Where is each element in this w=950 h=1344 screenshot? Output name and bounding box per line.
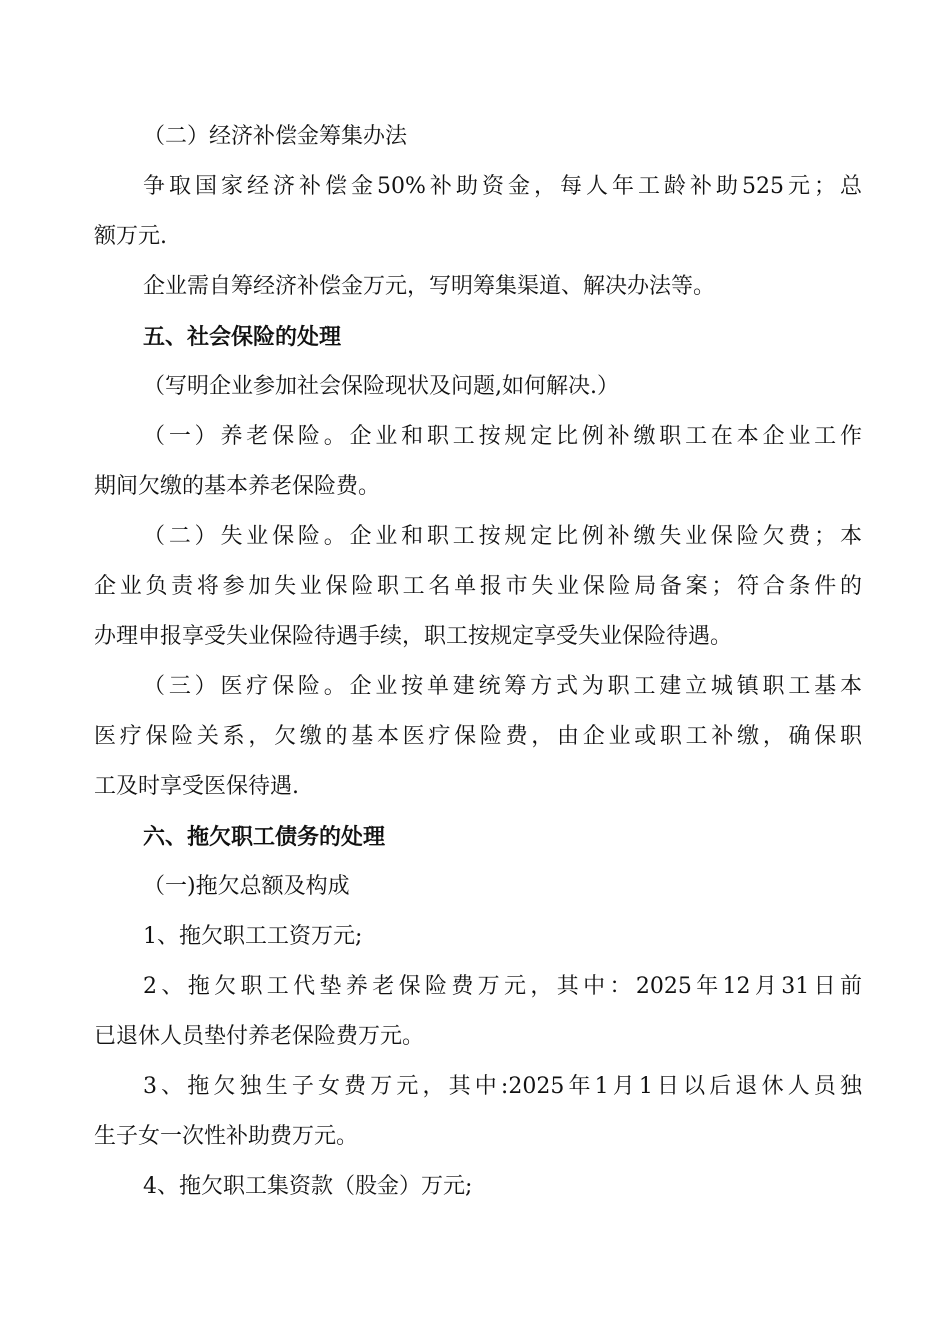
paragraph-line: 生子女一次性补助费万元。 [94, 1124, 359, 1149]
paragraph-line: 办理申报享受失业保险待遇手续，职工按规定享受失业保险待遇。 [94, 624, 733, 649]
subsection-heading-compensation-funding: （二）经济补偿金筹集办法 [143, 124, 408, 149]
paragraph-line: 额万元. [94, 224, 167, 249]
paragraph-line: 医疗保险关系，欠缴的基本医疗保险费，由企业或职工补缴，确保职 [94, 724, 862, 749]
paragraph-line: 工及时享受医保待遇. [94, 774, 299, 799]
list-item: 1、拖欠职工工资万元; [143, 924, 363, 949]
paragraph-line: （三）医疗保险。企业按单建统筹方式为职工建立城镇职工基本 [143, 674, 862, 699]
paragraph-line: 争取国家经济补偿金50%补助资金，每人年工龄补助525元；总 [143, 174, 862, 199]
paragraph-line: （写明企业参加社会保险现状及问题,如何解决.） [143, 374, 619, 399]
paragraph-line: 企业需自筹经济补偿金万元，写明筹集渠道、解决办法等。 [143, 274, 716, 299]
paragraph-line: 期间欠缴的基本养老保险费。 [94, 474, 381, 499]
paragraph-line: 企业负责将参加失业保险职工名单报市失业保险局备案；符合条件的 [94, 574, 862, 599]
paragraph-line: （二）失业保险。企业和职工按规定比例补缴失业保险欠费；本 [143, 524, 862, 549]
list-item: 4、拖欠职工集资款（股金）万元; [143, 1174, 473, 1199]
section-heading-employee-debts: 六、拖欠职工债务的处理 [143, 824, 386, 850]
list-item: 2、拖欠职工代垫养老保险费万元，其中：2025年12月31日前 [143, 974, 862, 999]
paragraph-line: 已退休人员垫付养老保险费万元。 [94, 1024, 425, 1049]
list-item: 3、拖欠独生子女费万元，其中:2025年1月1日以后退休人员独 [143, 1074, 862, 1099]
paragraph-line: （一）养老保险。企业和职工按规定比例补缴职工在本企业工作 [143, 424, 862, 449]
section-heading-social-insurance: 五、社会保险的处理 [143, 324, 342, 350]
subsection-heading-arrears-total: （一)拖欠总额及构成 [143, 874, 350, 899]
